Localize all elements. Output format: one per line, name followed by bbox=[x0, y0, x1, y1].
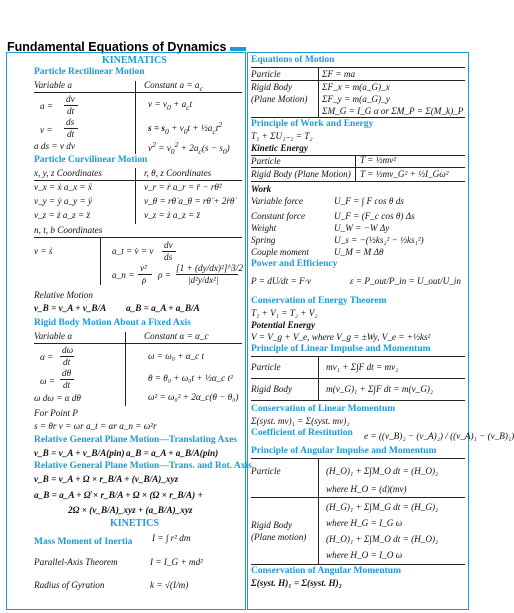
prm-v-lhs: v = bbox=[40, 125, 53, 135]
mmi-pat-label: Parallel-Axis Theorem bbox=[34, 557, 118, 567]
rgpm2-eq-1: v_B = v_A + Ω × r_B/A + (v_B/A)_xyz bbox=[34, 474, 179, 484]
prm-ads: a ds = v dv bbox=[34, 141, 75, 151]
mmi-pat-eq: I = I_G + md² bbox=[150, 557, 203, 567]
plim-heading: Principle of Linear Impulse and Momentum bbox=[251, 344, 431, 354]
pe-p-eq: P = dU/dt = F·v bbox=[251, 276, 311, 286]
rgpm-eq-1: v_B = v_A + v_B/A(pin) bbox=[34, 448, 125, 458]
plim-divider bbox=[318, 356, 319, 400]
prm-v-den: dt bbox=[67, 129, 75, 139]
paim-r2-eq-2: (H_O)₁ + Σ∫M_O dt = (H_O)₂ bbox=[326, 534, 439, 544]
eom-r2-eq-2: ΣF_y = m(a_G)_y bbox=[322, 94, 390, 104]
prm-heading: Particle Rectilinear Motion bbox=[34, 67, 145, 77]
pcm-divider bbox=[135, 168, 136, 224]
prm-rule bbox=[34, 92, 242, 93]
plim-r2-eq: m(v_G)₁ + Σ∫F dt = m(v_G)₂ bbox=[326, 384, 434, 394]
paim-mid-rule bbox=[251, 497, 465, 498]
mmi-rog-label: Radius of Gyration bbox=[34, 580, 105, 590]
prm-a-lhs: a = bbox=[40, 101, 54, 111]
rel-eq-2: a_B = a_A + a_B/A bbox=[126, 303, 200, 313]
pcm-an-lhs: a_n = bbox=[112, 270, 135, 280]
rgpm-heading: Relative General Plane Motion—Translating Axes bbox=[34, 435, 237, 445]
eom-heading: Equations of Motion bbox=[251, 55, 335, 65]
mmi-rog-eq: k = √(I/m) bbox=[150, 580, 189, 590]
eom-divider bbox=[318, 67, 319, 117]
rbfa-omega-lhs: ω = bbox=[40, 376, 55, 386]
pwe-heading: Principle of Work and Energy bbox=[251, 119, 374, 129]
paim-r2-where-2: where H_O = I_O ω bbox=[326, 550, 403, 560]
rgpm2-eq-2: a_B = a_A + Ω̇ × r_B/A + Ω × (Ω × r_B/A) + bbox=[34, 490, 203, 500]
colm-eq: Σ(syst. mv)₁ = Σ(syst. mv)₂ bbox=[251, 416, 350, 426]
paim-r2-label-2: (Plane motion) bbox=[251, 532, 307, 542]
pcm-rho-lhs: ρ = bbox=[158, 270, 171, 280]
pcm-xyz-row-2: v_y = ẏ a_y = ÿ bbox=[34, 196, 93, 206]
eom-r1-label: Particle bbox=[251, 69, 281, 79]
mmi-heading: Mass Moment of Inertia bbox=[34, 537, 133, 547]
rel-eq-1: v_B = v_A + v_B/A bbox=[34, 303, 107, 313]
paim-r1-where: where H_O = (d)(mv) bbox=[326, 484, 407, 494]
pcm-an-den: ρ bbox=[142, 275, 147, 285]
rbfa-heading: Rigid Body Motion About a Fixed Axis bbox=[34, 318, 191, 328]
work-label-1: Variable force bbox=[251, 196, 303, 206]
rgpm2-eq-3: 2Ω × (v_B/A)_xyz + (a_B/A)_xyz bbox=[68, 505, 193, 515]
rbfa-point-p: For Point P bbox=[34, 408, 78, 418]
title-accent-bar bbox=[230, 47, 246, 51]
prm-c3: $v^2 = v_0^2 + 2a_c(s - s_0)$ bbox=[148, 140, 230, 156]
rel-heading: Relative Motion bbox=[34, 290, 93, 300]
coe-eq: T₁ + V₁ = T₂ + V₂ bbox=[251, 308, 318, 318]
eom-top-rule bbox=[251, 67, 465, 68]
eom-mid-rule bbox=[251, 80, 465, 81]
pcm-rho-den: |d²y/dx²| bbox=[188, 275, 219, 285]
rbfa-omega-num: dθ bbox=[62, 368, 72, 378]
coam-heading: Conservation of Angular Momentum bbox=[251, 566, 401, 576]
rgpm-eq-2: a_B = a_A + a_B/A(pin) bbox=[126, 448, 219, 458]
ke-r1-eq: T = ½mv² bbox=[360, 155, 397, 165]
eom-r2-label-2: (Plane Motion) bbox=[251, 94, 308, 104]
page-title: Fundamental Equations of Dynamics bbox=[7, 40, 227, 54]
pcm-at-num: dv bbox=[164, 240, 173, 250]
prm-c2: $s = s_0 + v_0t$ + $\frac{1}{2}a_ct^2$ bbox=[148, 120, 223, 136]
pcm-xyz-label: x, y, z Coordinates bbox=[34, 168, 102, 178]
work-eq-1: U_F = ∫ F cos θ ds bbox=[334, 196, 404, 206]
pcm-ntb-rule bbox=[34, 237, 242, 238]
pot-heading: Potential Energy bbox=[251, 320, 316, 330]
prm-a-den: dt bbox=[67, 106, 75, 116]
coe-heading: Conservation of Energy Theorem bbox=[251, 296, 387, 306]
pcm-at-lhs: a_t = v̇ = v bbox=[112, 246, 154, 256]
plim-r1-eq: mv₁ + Σ∫F dt = mv₂ bbox=[326, 362, 399, 372]
eom-bottom-rule bbox=[251, 117, 465, 118]
work-eq-4: U_s = −(½ks₂² − ½ks₁²) bbox=[334, 235, 424, 245]
ke-heading: Kinetic Energy bbox=[251, 143, 308, 153]
paim-r1-eq: (H_O)₁ + Σ∫M_O dt = (H_O)₂ bbox=[326, 466, 439, 476]
pcm-at-den: ds bbox=[164, 252, 173, 262]
kinematics-heading: KINEMATICS bbox=[102, 55, 167, 66]
pcm-rtz-row-1: v_r = ṙ a_r = r̈ − rθ̇² bbox=[144, 182, 222, 192]
paim-r1-label: Particle bbox=[251, 466, 281, 476]
ke-mid-rule bbox=[251, 167, 465, 168]
rgpm2-heading: Relative General Plane Motion—Trans. and Rot. Axis bbox=[34, 461, 252, 471]
paim-divider bbox=[318, 458, 319, 564]
cor-heading: Coefficient of Restitution bbox=[251, 428, 353, 438]
rbfa-alpha-den: dt bbox=[63, 357, 71, 367]
paim-heading: Principle of Angular Impulse and Momentum bbox=[251, 446, 437, 456]
plim-mid-rule bbox=[251, 378, 465, 379]
work-eq-3: U_W = −W Δy bbox=[334, 223, 390, 233]
rbfa-c2: θ = θ₀ + ω₀t + ½α_c t² bbox=[148, 373, 233, 383]
prm-divider bbox=[135, 81, 136, 154]
paim-bottom-rule bbox=[251, 564, 465, 565]
rbfa-omega-den: dt bbox=[63, 380, 71, 390]
paim-r2-where-1: where H_G = I_G ω bbox=[326, 518, 403, 528]
pcm-ntb-divider bbox=[100, 238, 101, 285]
prm-a-num: dv bbox=[66, 94, 75, 104]
pot-eq: V = V_g + V_e, where V_g = ±Wy, V_e = +½ks² bbox=[251, 332, 431, 342]
eom-r2-label-1: Rigid Body bbox=[251, 82, 293, 92]
eom-r1-eq: ΣF = ma bbox=[322, 69, 356, 79]
rbfa-pp: s = θr v = ωr a_t = αr a_n = ω²r bbox=[34, 421, 157, 431]
kinetics-heading: KINETICS bbox=[110, 518, 159, 529]
ke-r2-eq: T = ½mv_G² + ½I_Gω² bbox=[360, 169, 449, 179]
rbfa-rule bbox=[34, 343, 242, 344]
pe-heading: Power and Efficiency bbox=[251, 259, 338, 269]
prm-col-constant: Constant $a = a_c$ bbox=[144, 80, 203, 93]
pcm-rtz-row-2: v_θ = rθ̇ a_θ = rθ̈ + 2ṙθ̇ bbox=[144, 196, 235, 206]
paim-r2-eq-1: (H_G)₁ + Σ∫M_G dt = (H_G)₂ bbox=[326, 502, 439, 512]
work-label-5: Couple moment bbox=[251, 247, 309, 257]
rbfa-alpha-num: dω bbox=[62, 345, 74, 355]
pcm-rtz-label: r, θ, z Coordinates bbox=[144, 168, 212, 178]
plim-bottom-rule bbox=[251, 400, 465, 401]
rbfa-divider bbox=[125, 332, 126, 406]
paim-top-rule bbox=[251, 458, 465, 459]
prm-c1: $v = v_0 + a_ct$ bbox=[148, 99, 193, 112]
pcm-rule bbox=[34, 180, 242, 181]
plim-r2-label: Rigid Body bbox=[251, 384, 293, 394]
rbfa-od: ω dω = α dθ bbox=[34, 393, 81, 403]
ke-bottom-rule bbox=[251, 181, 465, 182]
work-eq-2: U_F = (F_c cos θ) Δs bbox=[334, 211, 415, 221]
pcm-v-eq: v = ṡ bbox=[34, 246, 53, 256]
pcm-ntb-label: n, t, b Coordinates bbox=[34, 225, 103, 235]
prm-v-num: ds bbox=[66, 117, 75, 127]
plim-top-rule bbox=[251, 356, 465, 357]
prm-col-variable: Variable a bbox=[34, 80, 73, 90]
mmi-eq: I = ∫ r² dm bbox=[152, 533, 191, 543]
work-eq-5: U_M = M Δθ bbox=[334, 247, 384, 257]
pwe-eq: T₁ + ΣU₁₋₂ = T₂ bbox=[251, 131, 313, 141]
work-label-3: Weight bbox=[251, 223, 277, 233]
ke-r1-label: Particle bbox=[251, 156, 281, 166]
eom-r2-eq-1: ΣF_x = m(a_G)_x bbox=[322, 82, 390, 92]
pcm-rtz-row-3: v_z = ż a_z = z̈ bbox=[144, 210, 201, 220]
coam-eq: Σ(syst. H)₁ = Σ(syst. H)₂ bbox=[251, 578, 342, 588]
rbfa-c1: ω = ω₀ + α_c t bbox=[148, 351, 205, 361]
ke-r2-label: Rigid Body (Plane Motion) bbox=[251, 169, 351, 179]
ke-top-rule bbox=[251, 155, 465, 156]
pcm-an-num: v² bbox=[140, 263, 147, 273]
colm-heading: Conservation of Linear Momentum bbox=[251, 404, 396, 414]
pcm-xyz-row-1: v_x = ẋ a_x = ẍ bbox=[34, 182, 93, 192]
work-heading: Work bbox=[251, 184, 272, 194]
pcm-heading: Particle Curvilinear Motion bbox=[34, 155, 148, 165]
pcm-rho-num: [1 + (dy/dx)²]^3/2 bbox=[176, 263, 243, 273]
pcm-xyz-row-3: v_z = ż a_z = z̈ bbox=[34, 210, 91, 220]
rbfa-c3: ω² = ω₀² + 2α_c(θ − θ₀) bbox=[148, 392, 239, 402]
eom-r2-eq-3: ΣM_G = I_G α or ΣM_P = Σ(M_k)_P bbox=[322, 106, 464, 116]
cor-eq: e = ((v_B)₂ − (v_A)₂) / ((v_A)₁ − (v_B)₁) bbox=[364, 431, 514, 441]
rbfa-alpha-lhs: α = bbox=[40, 352, 54, 362]
rbfa-col-constant: Constant α = α_c bbox=[144, 331, 209, 341]
ke-divider bbox=[355, 155, 356, 181]
pe-e-eq: ε = P_out/P_in = U_out/U_in bbox=[350, 276, 461, 286]
work-label-4: Spring bbox=[251, 235, 276, 245]
rbfa-col-variable: Variable α bbox=[34, 331, 73, 341]
paim-r2-label-1: Rigid Body bbox=[251, 520, 293, 530]
work-label-2: Constant force bbox=[251, 211, 306, 221]
plim-r1-label: Particle bbox=[251, 362, 281, 372]
